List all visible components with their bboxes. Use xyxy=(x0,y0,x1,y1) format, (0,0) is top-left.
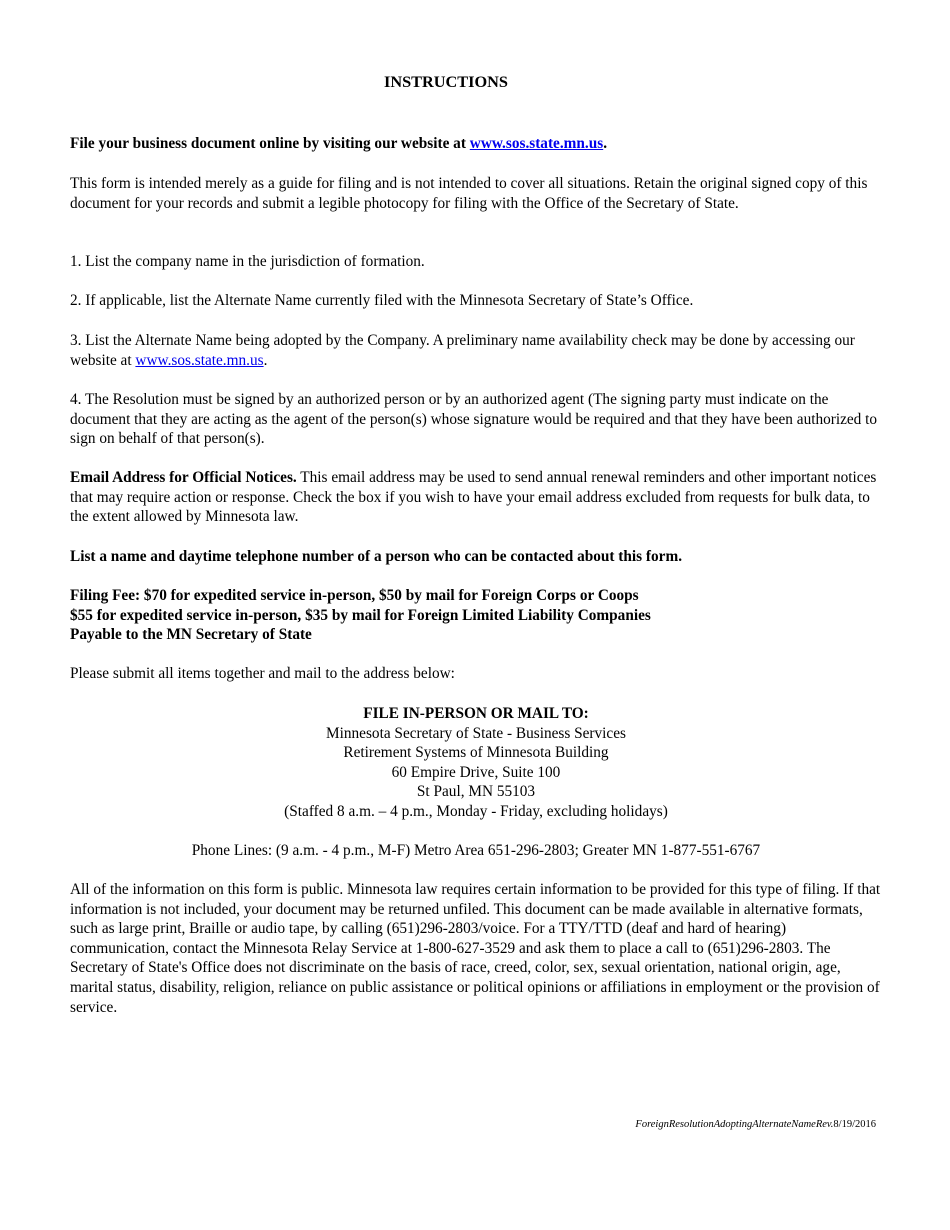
revision-date: 8/19/2016 xyxy=(833,1119,876,1130)
filing-fee xyxy=(70,586,885,645)
email-paragraph xyxy=(70,468,885,527)
fee-line-1: Filing Fee: $70 for expedited service in-person, $50 by mail for Foreign Corps or Coops xyxy=(70,587,639,604)
public-notice-paragraph: All of the information on this form is public. Minnesota law requires certain information to be provided for this type of filing. If that information is not included, your document may be returned unfiled. This document can be made available in alternative formats, such as large print, Braille or audio tape, by calling (651)296-2803/voice. For a TTY/TTD (deaf and hard of hearing) communication, contact the Minnesota Relay Service at 1-800-627-3529 and ask them to place a call to (651)296-2803. The Secretary of State's Office does not discriminate on the basis of race, creed, color, sex, sexual orientation, national origin, age, marital status, disability, religion, reliance on public assistance or political opinions or affiliations in employment or the provision of service. xyxy=(70,881,881,1016)
form-revision-footer xyxy=(635,1118,876,1131)
mailing-address xyxy=(70,704,882,822)
address-hours: (Staffed 8 a.m. – 4 p.m., Monday - Friday, excluding holidays) xyxy=(284,802,668,820)
instruction-item-4: 4. The Resolution must be signed by an authorized person or by an authorized agent (The signing party must indicate on the document that they are acting as the agent of the person(s) whose signature would be required and that they have been authorized to sign on behalf of that person(s). xyxy=(70,391,878,448)
submit-instruction: Please submit all items together and mail to the address below: xyxy=(70,665,455,682)
email-text: This email address may be used to send annual renewal reminders and other important notices that may require action or response. Check the box if you wish to have your email address excluded from requests for bulk data, to the extent allowed by Minnesota law. xyxy=(70,469,877,526)
contact-notice: List a name and daytime telephone number of a person who can be contacted about this form. xyxy=(70,548,683,565)
address-heading: FILE IN-PERSON OR MAIL TO: xyxy=(363,705,589,722)
address-line-2: Retirement Systems of Minnesota Building xyxy=(343,744,609,762)
address-line-4: St Paul, MN 55103 xyxy=(416,783,536,801)
online-text-end: . xyxy=(603,135,608,152)
instruction-item-1: 1. List the company name in the jurisdiction of formation. xyxy=(70,253,425,270)
item-3-text: 3. List the Alternate Name being adopted by the Company. A preliminary name availability check may be done by accessing our website at xyxy=(70,332,855,369)
intro-paragraph: This form is intended merely as a guide for filing and is not intended to cover all situations. Retain the original signed copy of this document for your records and submit a legible photocopy for filing with the Office of the Secretary of State. xyxy=(70,175,868,212)
fee-line-3: Payable to the MN Secretary of State xyxy=(70,626,312,644)
instruction-item-3 xyxy=(70,331,885,370)
address-line-1: Minnesota Secretary of State - Business Services xyxy=(326,724,626,742)
online-filing-notice xyxy=(70,134,885,154)
item-3-text-end: . xyxy=(263,351,268,369)
online-text: File your business document online by visiting our website at xyxy=(70,135,470,152)
website-link[interactable]: www.sos.state.mn.us xyxy=(469,135,604,152)
fee-line-2: $55 for expedited service in-person, $35 by mail for Foreign Limited Liability Companies xyxy=(70,606,651,624)
phone-lines: Phone Lines: (9 a.m. - 4 p.m., M-F) Metro Area 651-296-2803; Greater MN 1-877-551-6767 xyxy=(191,842,761,859)
form-id: ForeignResolutionAdoptingAlternateNameRev. xyxy=(635,1119,834,1130)
email-heading: Email Address for Official Notices. xyxy=(70,469,297,486)
website-link-2[interactable]: www.sos.state.mn.us xyxy=(135,351,264,369)
page-title: INSTRUCTIONS xyxy=(384,72,508,91)
instruction-item-2: 2. If applicable, list the Alternate Name currently filed with the Minnesota Secretary of State’s Office. xyxy=(70,292,694,309)
address-line-3: 60 Empire Drive, Suite 100 xyxy=(391,763,561,781)
